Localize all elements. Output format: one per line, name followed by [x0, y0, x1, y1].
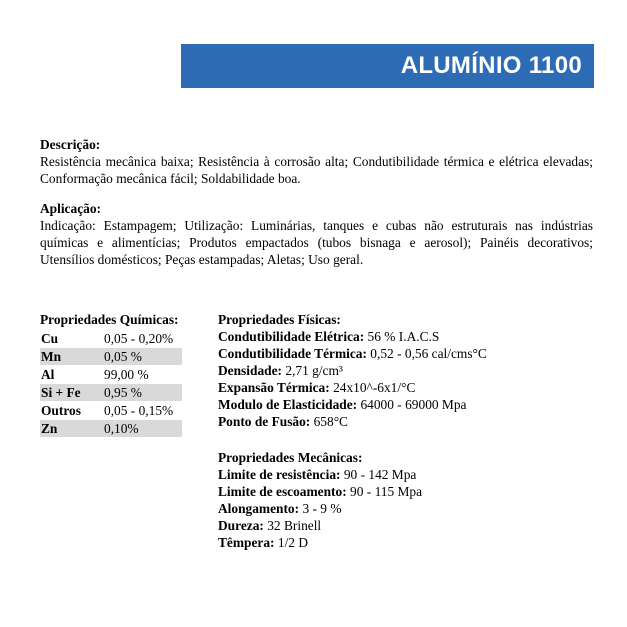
page-title: ALUMÍNIO 1100 — [400, 52, 582, 79]
value-cell: 99,00 % — [104, 367, 149, 382]
property-label: Densidade: — [218, 363, 282, 378]
element-cell: Si + Fe — [40, 384, 103, 401]
element-cell: Mn — [40, 348, 103, 365]
value-cell: 0,05 - 0,15% — [104, 403, 174, 418]
chemical-properties — [40, 311, 182, 438]
list-item — [218, 483, 422, 500]
property-value: 90 - 115 Mpa — [346, 484, 423, 499]
property-label: Dureza: — [218, 518, 264, 533]
property-value: 1/2 D — [274, 535, 309, 550]
property-label: Ponto de Fusão: — [218, 414, 311, 429]
aplicacao-text: Indicação: Estampagem; Utilização: Luminárias, tanques e cubas não estruturais nas indústrias químicas e alimentícias; Produtos empactados (tubos bisnaga e aerosol); Painéis decorativos; Utensílios domésticos; Peças estampadas; Aletas; Uso geral. — [40, 218, 593, 267]
list-item — [218, 345, 487, 362]
physical-heading: Propriedades Físicas: — [218, 312, 341, 327]
property-label: Expansão Térmica: — [218, 380, 330, 395]
chemical-table — [40, 329, 182, 438]
value-cell: 0,05 % — [103, 348, 182, 365]
property-label: Limite de escoamento: — [218, 484, 347, 499]
value-cell: 0,05 - 0,20% — [104, 331, 174, 346]
descricao-heading: Descrição: — [40, 137, 101, 152]
property-value: 90 - 142 Mpa — [340, 467, 417, 482]
list-item — [218, 534, 422, 551]
physical-properties — [218, 311, 487, 430]
property-label: Condutibilidade Térmica: — [218, 346, 367, 361]
element-cell: Zn — [40, 420, 103, 437]
list-item — [218, 500, 422, 517]
list-item — [218, 466, 422, 483]
list-item — [218, 362, 487, 379]
title-banner — [181, 44, 594, 88]
property-label: Limite de resistência: — [218, 467, 341, 482]
list-item — [218, 413, 487, 430]
table-row — [40, 420, 182, 437]
property-value: 658°C — [310, 414, 348, 429]
value-cell: 0,10% — [103, 420, 182, 437]
table-row — [40, 366, 182, 383]
mechanical-properties — [218, 449, 422, 551]
property-value: 32 Brinell — [263, 518, 322, 533]
property-value: 3 - 9 % — [299, 501, 342, 516]
table-row — [40, 330, 182, 347]
element-cell: Cu — [41, 331, 59, 346]
list-item — [218, 517, 422, 534]
table-row — [40, 402, 182, 419]
aplicacao-heading: Aplicação: — [40, 201, 101, 216]
property-label: Têmpera: — [218, 535, 275, 550]
table-row — [40, 384, 182, 401]
element-cell: Outros — [41, 403, 81, 418]
list-item — [218, 396, 487, 413]
list-item — [218, 328, 487, 345]
property-value: 24x10^-6x1/°C — [329, 380, 416, 395]
table-row — [40, 348, 182, 365]
chemical-heading: Propriedades Químicas: — [40, 312, 179, 327]
aplicacao-section — [40, 200, 593, 268]
descricao-text: Resistência mecânica baixa; Resistência à corrosão alta; Condutibilidade térmica e elétrica elevadas; Conformação mecânica fácil; Soldabilidade boa. — [40, 154, 593, 186]
property-label: Alongamento: — [218, 501, 300, 516]
list-item — [218, 379, 487, 396]
mechanical-heading: Propriedades Mecânicas: — [218, 450, 363, 465]
descricao-section — [40, 136, 593, 187]
value-cell: 0,95 % — [103, 384, 182, 401]
property-value: 2,71 g/cm³ — [282, 363, 343, 378]
property-value: 0,52 - 0,56 cal/cms°C — [366, 346, 487, 361]
property-value: 56 % I.A.C.S — [364, 329, 440, 344]
property-label: Modulo de Elasticidade: — [218, 397, 358, 412]
property-label: Condutibilidade Elétrica: — [218, 329, 365, 344]
property-value: 64000 - 69000 Mpa — [357, 397, 467, 412]
element-cell: Al — [41, 367, 55, 382]
